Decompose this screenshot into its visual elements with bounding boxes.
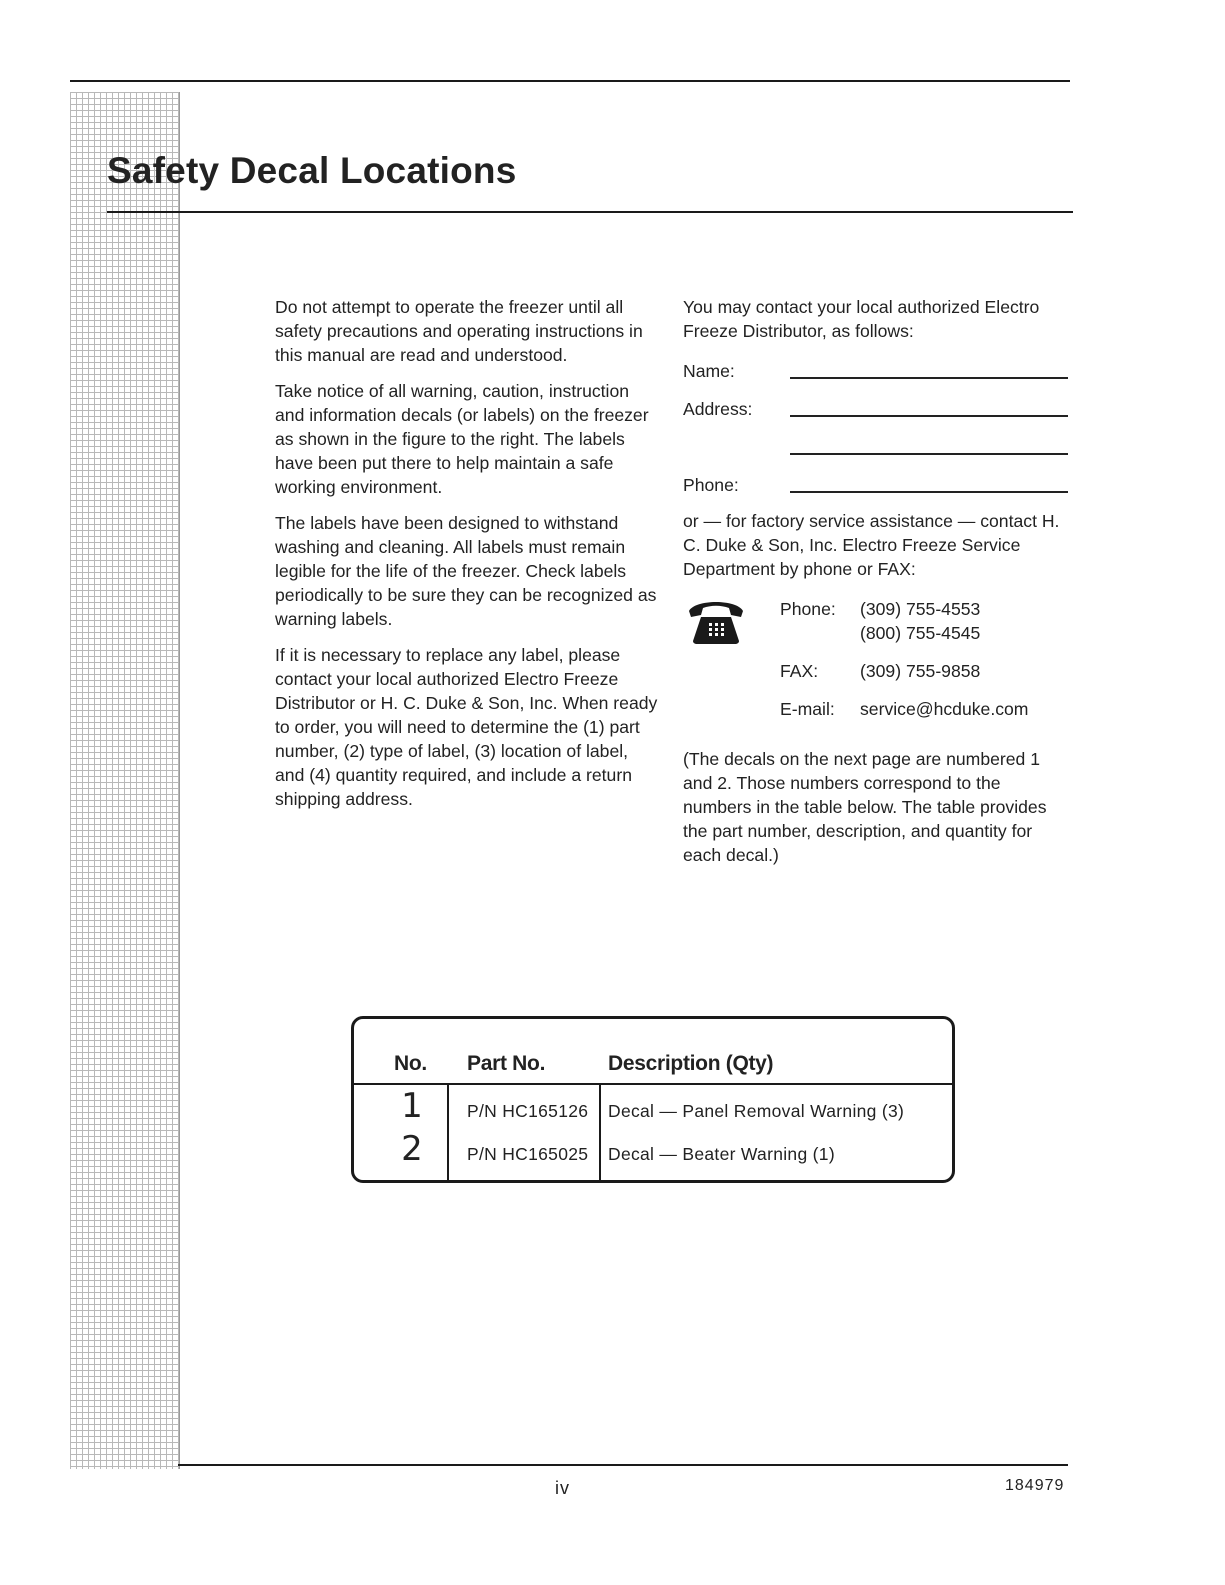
factory-fax: (309) 755-9858 (860, 661, 981, 681)
table-header-no: No. (394, 1052, 427, 1075)
factory-phone-2: (800) 755-4545 (860, 623, 981, 643)
factory-email-row (780, 697, 1028, 721)
factory-email-label: E-mail: (780, 699, 835, 719)
factory-service-text: or — for factory service assistance — contact H. C. Duke & Son, Inc. Electro Freeze Service Department by phone or FAX: (683, 511, 1060, 579)
table-row-2-description: Decal — Beater Warning (1) (608, 1144, 835, 1164)
table-header-description: Description (Qty) (608, 1052, 774, 1075)
distributor-intro: You may contact your local authorized Electro Freeze Distributor, as follows: (683, 297, 1040, 341)
table-column-divider-1 (447, 1083, 449, 1180)
factory-email: service@hcduke.com (860, 699, 1029, 719)
name-blank-line (790, 377, 1068, 379)
factory-phone-row-2 (780, 621, 980, 645)
factory-fax-row (780, 659, 980, 683)
paragraph-operation-warning: Do not attempt to operate the freezer until all safety precautions and operating instructions in this manual are read and understood. (275, 297, 643, 365)
decal-numbering-note: (The decals on the next page are numbered 1 and 2. Those numbers correspond to the numbers in the table below. The table provides the part number, description, and quantity for each decal.) (683, 749, 1047, 865)
left-column (275, 295, 660, 823)
phone-label: Phone: (683, 475, 739, 495)
table-row-1-no: 1 (401, 1086, 423, 1126)
phone-blank-line (790, 491, 1068, 493)
name-field (683, 357, 1073, 395)
address-second-line (683, 433, 1073, 471)
right-column (683, 295, 1073, 867)
address-blank-line-2 (790, 453, 1068, 455)
paragraph-notice-decals: Take notice of all warning, caution, instruction and information decals (or labels) on the freezer as shown in the figure to the right. The labels have been put there to help maintain a safe working environment. (275, 381, 649, 497)
footer-rule (178, 1464, 1068, 1466)
top-rule (70, 80, 1070, 82)
grid-pattern-strip (70, 92, 180, 1469)
title-rule (107, 211, 1073, 213)
table-header-divider (354, 1083, 952, 1085)
factory-contact-block (683, 597, 1073, 747)
table-row-1-description: Decal — Panel Removal Warning (3) (608, 1101, 905, 1121)
table-row-2-part-no: P/N HC165025 (467, 1144, 589, 1164)
factory-phone-row (780, 597, 980, 621)
address-label: Address: (683, 399, 753, 419)
name-label: Name: (683, 361, 735, 381)
table-column-divider-2 (599, 1083, 601, 1180)
telephone-icon (687, 597, 745, 645)
factory-phone-1: (309) 755-4553 (860, 599, 981, 619)
document-number: 184979 (1005, 1477, 1065, 1494)
page-title: Safety Decal Locations (107, 150, 517, 191)
decal-parts-table (351, 1016, 955, 1183)
factory-phone-label: Phone: (780, 599, 836, 619)
table-header-part-no: Part No. (467, 1052, 546, 1075)
phone-field (683, 471, 1073, 509)
factory-fax-label: FAX: (780, 661, 819, 681)
page-number: iv (555, 1478, 570, 1498)
paragraph-label-durability: The labels have been designed to withstand washing and cleaning. All labels must remain legible for the life of the freezer. Check labels periodically to be sure they can be recognized as warning labels. (275, 513, 657, 629)
table-row-2-no: 2 (401, 1129, 423, 1169)
address-field (683, 395, 1073, 433)
address-blank-line (790, 415, 1068, 417)
paragraph-replace-label: If it is necessary to replace any label, please contact your local authorized Electro Freeze Distributor or H. C. Duke & Son, Inc. When ready to order, you will need to determine the (1) part number, (2) type of label, (3) location of label, and (4) quantity required, and include a return shipping address. (275, 645, 658, 809)
table-row-1-part-no: P/N HC165126 (467, 1101, 589, 1121)
